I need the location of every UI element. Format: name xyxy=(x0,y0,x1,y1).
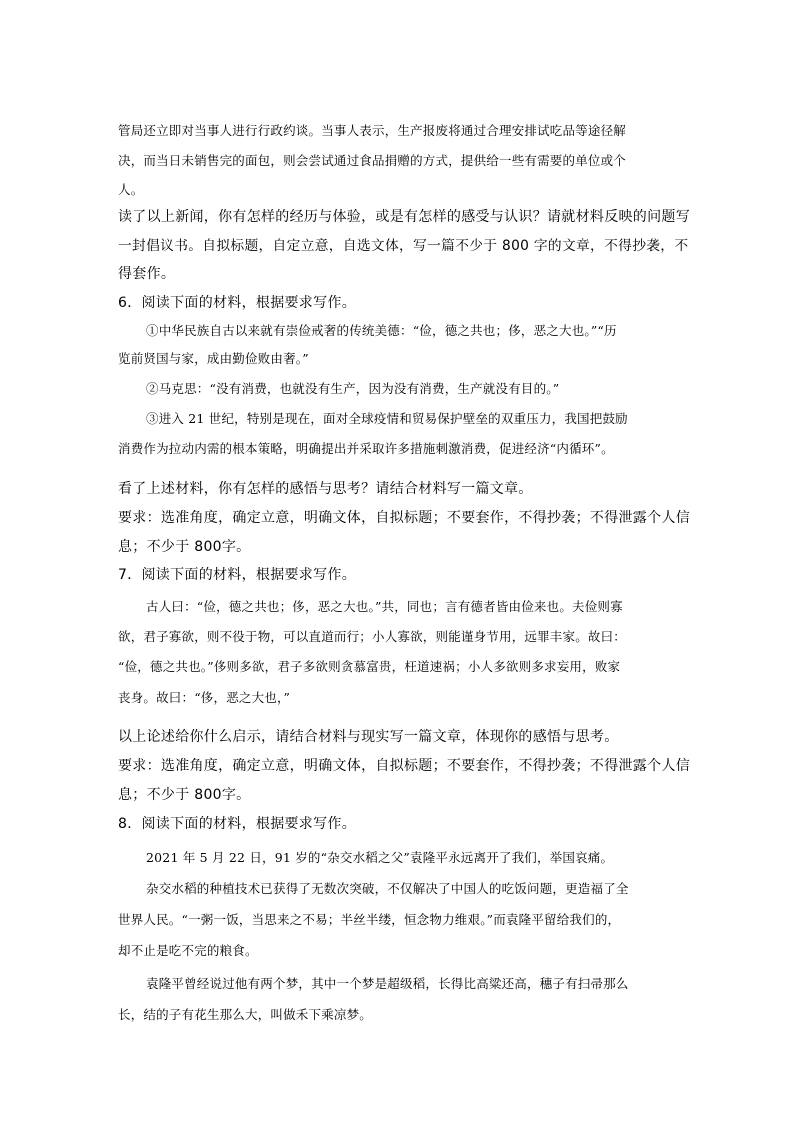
text-line: 欲，君子寡欲，则不役于物，可以直道而行；小人寡欲，则能谨身节用，远罪丰家。故曰： xyxy=(118,629,627,644)
text-line: ②马克思：“没有消费，也就没有生产，因为没有消费，生产就没有目的。” xyxy=(146,381,560,396)
text-line: 一封倡议书。自拟标题，自定立意，自选文体，写一篇不少于 800 字的文章，不得抄袭，不 xyxy=(118,238,689,254)
text-line: 看了上述材料，你有怎样的感悟与思考？请结合材料写一篇文章。 xyxy=(118,481,533,497)
text-line: 袁隆平曾经说过他有两个梦，其中一个梦是超级稻，长得比高粱还高，穗子有扫帚那么 xyxy=(146,976,629,991)
requirement-line: 息；不少于 800字。 xyxy=(118,539,251,555)
requirement-line: 要求：选准角度，确定立意，明确文体，自拟标题；不要套作，不得抄袭；不得泄露个人信 xyxy=(118,758,690,774)
text-line: 杂交水稻的种植技术已获得了无数次突破，不仅解决了中国人的吃饭问题，更造福了全 xyxy=(146,881,629,896)
text-line: 2021 年 5 月 22 日，91 岁的“杂交水稻之父”袁隆平永远离开了我们，举国哀痛。 xyxy=(146,850,614,865)
text-line: 丧身。故曰：“侈，恶之大也，” xyxy=(118,690,291,705)
text-line: “俭，德之共也。”侈则多欲，君子多欲则贪慕富贵，枉道速祸；小人多欲则多求妄用，败家 xyxy=(118,659,621,674)
text-line: 长，结的子有花生那么大，叫做禾下乘凉梦。 xyxy=(118,1007,373,1022)
requirement-line: 要求：选准角度，确定立意，明确文体，自拟标题；不要套作，不得抄袭；不得泄露个人信 xyxy=(118,510,690,526)
text-line: 消费作为拉动内需的根本策略，明确提出并采取许多措施刺激消费，促进经济“内循环”。 xyxy=(118,441,614,456)
text-line: 决，而当日未销售完的面包，则会尝试通过食品捐赠的方式，提供给一些有需要的单位或个 xyxy=(118,153,627,168)
text-line: 读了以上新闻，你有怎样的经历与体验，或是有怎样的感受与认识？请就材料反映的问题写 xyxy=(118,209,690,225)
text-line: ①中华民族自古以来就有崇俭戒奢的传统美德：“俭，德之共也；侈，恶之大也。”“历 xyxy=(146,323,617,338)
question-heading: 7．阅读下面的材料，根据要求写作。 xyxy=(118,567,357,583)
text-line: 人。 xyxy=(118,182,144,197)
question-heading: 8．阅读下面的材料，根据要求写作。 xyxy=(118,816,357,832)
text-line: 管局还立即对当事人进行行政约谈。当事人表示，生产报废将通过合理安排试吃品等途径解 xyxy=(118,123,627,138)
text-line: 以上论述给你什么启示，请结合材料与现实写一篇文章，体现你的感悟与思考。 xyxy=(118,729,619,745)
text-line: ③进入 21 世纪，特别是现在，面对全球疫情和贸易保护壁垒的双重压力，我国把鼓励 xyxy=(146,411,628,426)
text-line: 古人曰：“俭，德之共也；侈，恶之大也。”共，同也；言有德者皆由俭来也。夫俭则寡 xyxy=(146,599,623,614)
text-line: 览前贤国与家，成由勤俭败由奢。” xyxy=(118,351,309,366)
text-line: 世界人民。“一粥一饭，当思来之不易；半丝半缕，恒念物力维艰。”而袁隆平留给我们的， xyxy=(118,912,621,927)
text-line: 却不止是吃不完的粮食。 xyxy=(118,943,258,958)
question-heading: 6．阅读下面的材料，根据要求写作。 xyxy=(118,295,357,311)
text-line: 得套作。 xyxy=(118,266,176,282)
requirement-line: 息；不少于 800字。 xyxy=(118,787,251,803)
